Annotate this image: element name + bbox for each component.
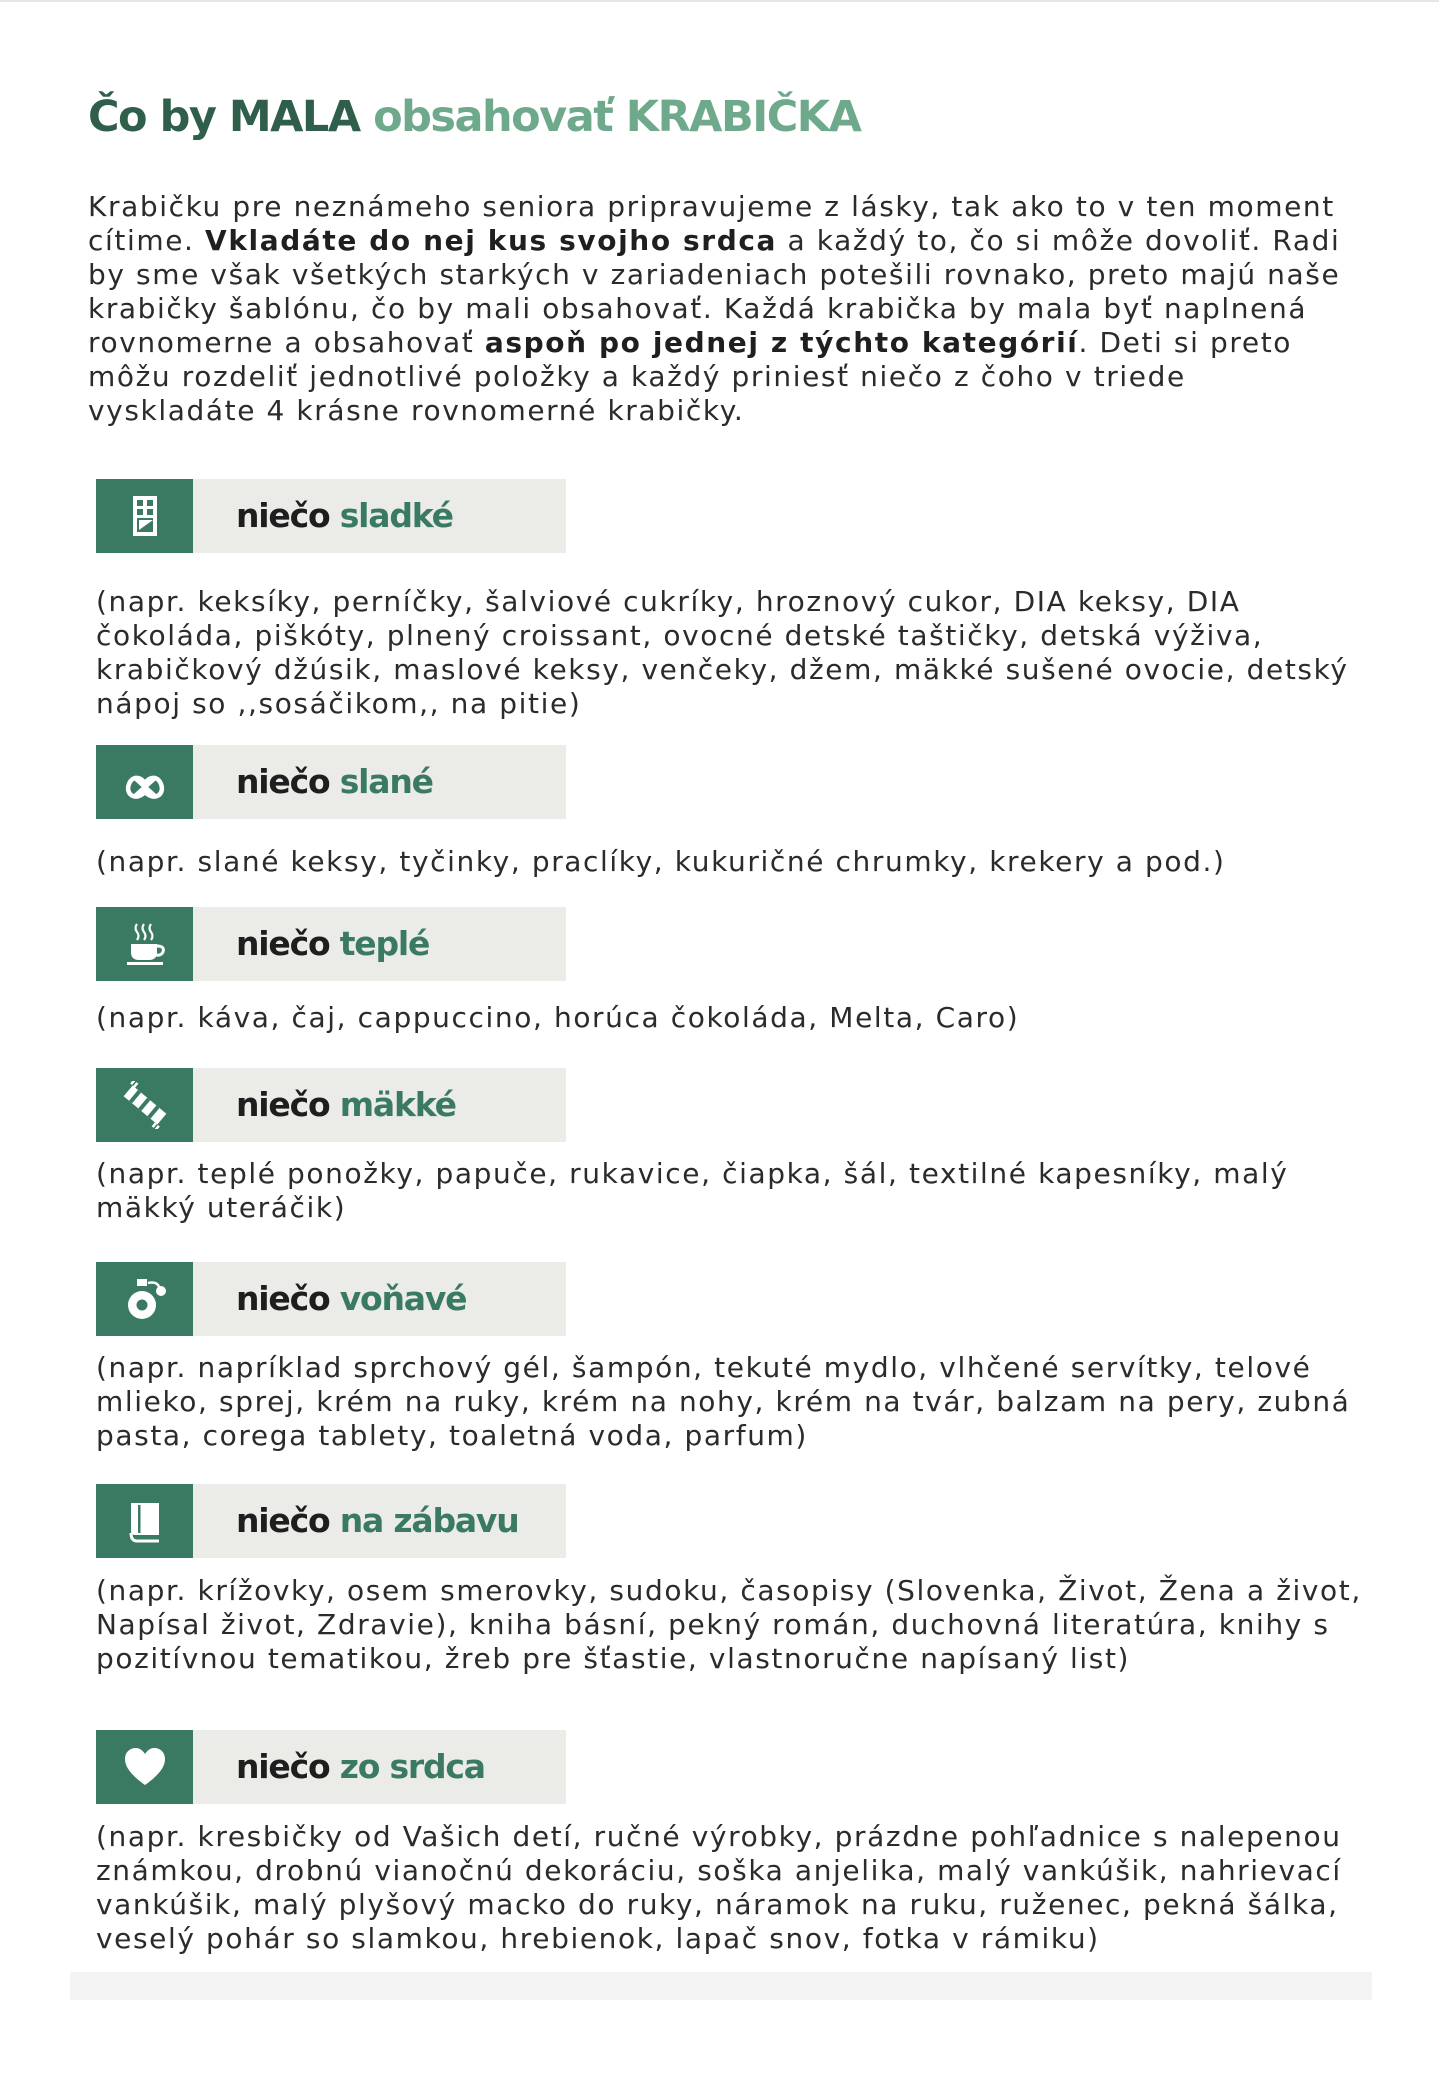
section-title-lead: niečo — [236, 1085, 330, 1124]
section-header-makke — [96, 1068, 566, 1142]
section-title-lead: niečo — [236, 924, 330, 963]
section-title — [236, 907, 429, 981]
section-icon-box — [96, 1484, 193, 1558]
section-icon-box — [96, 1730, 193, 1804]
section-icon-box — [96, 907, 193, 981]
section-title-word: slané — [339, 762, 433, 801]
hot-cup-icon — [121, 920, 169, 968]
section-title-lead: niečo — [236, 1501, 330, 1540]
section-title-word: teplé — [339, 924, 430, 963]
section-header-teple — [96, 907, 566, 981]
pretzel-icon — [121, 758, 169, 806]
intro-paragraph — [88, 190, 1358, 428]
section-title-lead: niečo — [236, 496, 330, 535]
bottom-shadow — [70, 1972, 1372, 2000]
section-icon-box — [96, 479, 193, 553]
section-title — [236, 1484, 519, 1558]
top-rule — [0, 0, 1439, 2]
section-title-word: na zábavu — [339, 1501, 519, 1540]
section-title-lead: niečo — [236, 762, 330, 801]
section-title — [236, 1068, 456, 1142]
section-title — [236, 1730, 485, 1804]
section-text-teple: (napr. káva, čaj, cappuccino, horúca čokoláda, Melta, Caro) — [96, 1001, 1020, 1034]
scarf-icon — [121, 1081, 169, 1129]
section-text-vonave: (napr. napríklad sprchový gél, šampón, tekuté mydlo, vlhčené servítky, telové mlieko, sprej, krém na ruky, krém na nohy, krém na tvár, balzam na pery, zubná pasta, corega tablety, toaletná voda, parfum) — [96, 1351, 1351, 1452]
section-title-word: voňavé — [339, 1279, 467, 1318]
section-text-zo-srdca: (napr. kresbičky od Vašich detí, ručné výrobky, prázdne pohľadnice s nalepenou známkou, drobnú vianočnú dekoráciu, soška anjelika, malý vankúšik, nahrievací vankúšik, malý plyšový macko do ruky, náramok na ruku, ruženec, pekná šálka, veselý pohár so slamkou, hrebienok, lapač snov, fotka v rámiku) — [96, 1820, 1342, 1955]
intro-bold-1: Vkladáte do nej kus svojho srdca — [205, 224, 778, 257]
section-title-word: zo srdca — [339, 1747, 485, 1786]
section-icon-box — [96, 1068, 193, 1142]
section-header-na-zabavu — [96, 1484, 566, 1558]
page-title — [88, 92, 860, 142]
perfume-icon — [121, 1275, 169, 1323]
section-title — [236, 1262, 466, 1336]
heart-icon — [121, 1743, 169, 1791]
section-header-vonave — [96, 1262, 566, 1336]
section-title-lead: niečo — [236, 1279, 330, 1318]
section-header-slane — [96, 745, 566, 819]
section-title — [236, 479, 453, 553]
title-part-2: obsahovať KRABIČKA — [373, 92, 861, 142]
section-icon-box — [96, 1262, 193, 1336]
section-title-word: sladké — [339, 496, 453, 535]
section-title — [236, 745, 433, 819]
title-part-1: Čo by MALA — [88, 92, 360, 142]
section-text-makke: (napr. teplé ponožky, papuče, rukavice, čiapka, šál, textilné kapesníky, malý mäkký uteráčik) — [96, 1157, 1289, 1224]
section-text-sladke: (napr. keksíky, perníčky, šalviové cukríky, hroznový cukor, DIA keksy, DIA čokoláda, piškóty, plnený croissant, ovocné detské taštičky, detská výživa, krabičkový džúsik, maslové keksy, venčeky, džem, mäkké sušené ovocie, detský nápoj so ,,sosáčikom,, na pitie) — [96, 585, 1349, 720]
intro-text-3: . Deti si preto môžu rozdeliť jednotlivé položky a každý priniesť niečo z čoho v triede vyskladáte 4 krásne rovnomerné krabičky. — [88, 326, 1293, 427]
section-header-zo-srdca — [96, 1730, 566, 1804]
section-text-slane: (napr. slané keksy, tyčinky, praclíky, kukuričné chrumky, krekery a pod.) — [96, 845, 1226, 878]
book-icon — [121, 1497, 169, 1545]
section-text-na-zabavu: (napr. krížovky, osem smerovky, sudoku, časopisy (Slovenka, Život, Žena a život, Napísal život, Zdravie), kniha básní, pekný román, duchovná literatúra, knihy s pozitívnou tematikou, žreb pre šťastie, vlastnoručne napísaný list) — [96, 1574, 1362, 1675]
chocolate-bar-icon — [121, 492, 169, 540]
section-icon-box — [96, 745, 193, 819]
section-title-word: mäkké — [339, 1085, 456, 1124]
section-title-lead: niečo — [236, 1747, 330, 1786]
intro-text-2: a každý to, čo si môže dovoliť. Radi by sme však všetkých starkých v zariadeniach potešili rovnako, preto majú naše krabičky šablónu, čo by mali obsahovať. Každá krabička by mala byť naplnená rovnomerne a obsahovať — [88, 224, 1341, 359]
section-header-sladke — [96, 479, 566, 553]
intro-bold-2: aspoň po jednej z týchto kategórií — [484, 326, 1079, 359]
intro-text-1: Krabičku pre neznámeho seniora pripravujeme z lásky, tak ako to v ten moment cítime. — [88, 190, 1335, 257]
